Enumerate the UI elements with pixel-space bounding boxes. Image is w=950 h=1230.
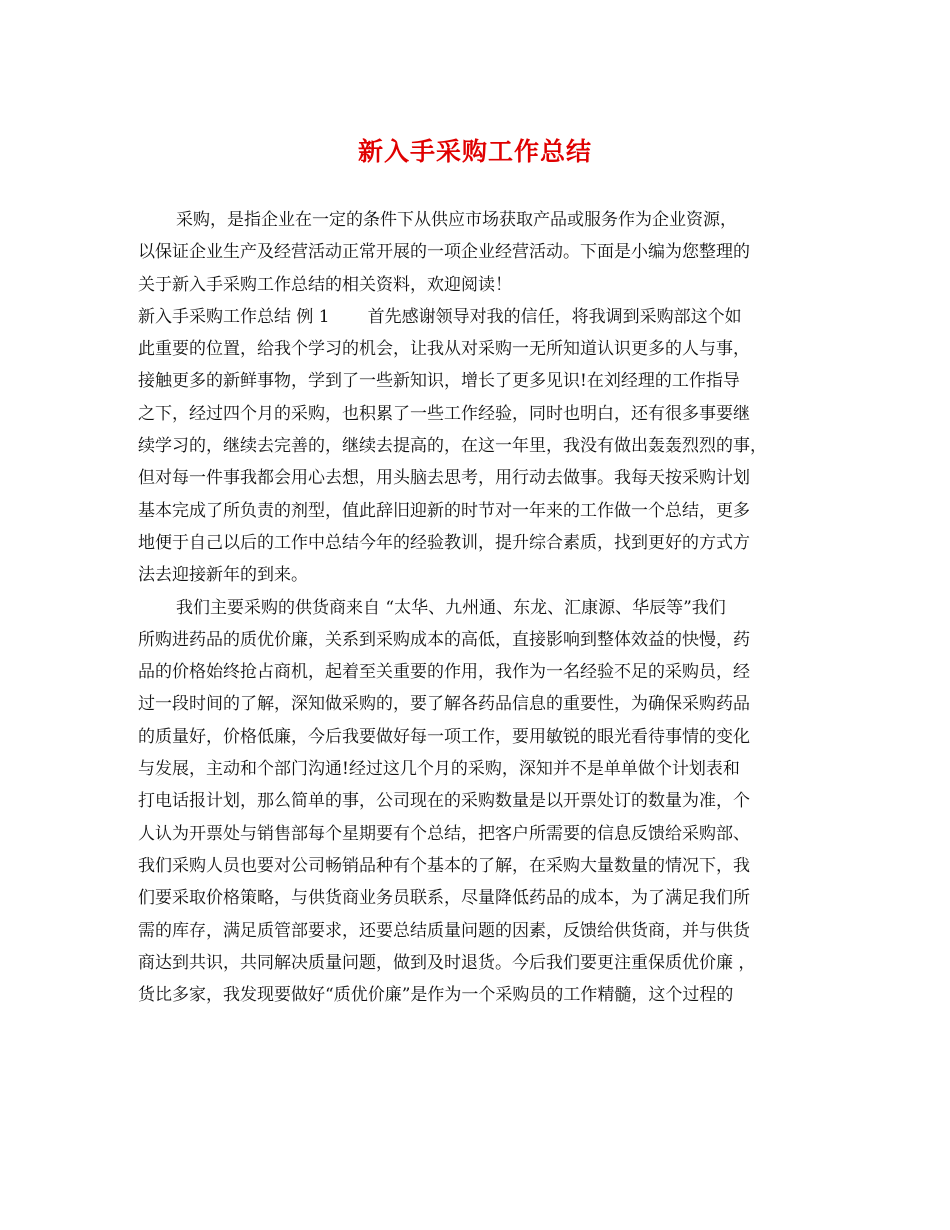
text-line: 关于新入手采购工作总结的相关资料，欢迎阅读！ xyxy=(138,274,512,295)
text-line: 但对每一件事我都会用心去想，用头脑去思考，用行动去做事。我每天按采购计划 xyxy=(138,468,750,489)
text-line: 法去迎接新年的到来。 xyxy=(138,565,308,586)
text-line: 地便于自己以后的工作中总结今年的经验教训，提升综合素质，找到更好的方式方 xyxy=(138,532,750,553)
text-line: 打电话报计划，那么简单的事，公司现在的采购数量是以开票处订的数量为准，个 xyxy=(138,791,750,812)
text-line: 们要采取价格策略，与供货商业务员联系，尽量降低药品的成本，为了满足我们所 xyxy=(138,888,750,909)
text-line: 接触更多的新鲜事物，学到了一些新知识，增长了更多见识!在刘经理的工作指导 xyxy=(138,371,740,392)
document-body xyxy=(138,204,828,1011)
text-line: 采购，是指企业在一定的条件下从供应市场获取产品或服务作为企业资源， xyxy=(176,210,737,230)
text-line: 人认为开票处与销售部每个星期要有个总结，把客户所需要的信息反馈给采购部、 xyxy=(138,823,750,844)
text-line: 货比多家，我发现要做好“质优价廉”是作为一个采购员的工作精髓，这个过程的 xyxy=(138,985,734,1006)
text-line: 之下，经过四个月的采购，也积累了一些工作经验，同时也明白，还有很多事要继 xyxy=(138,403,750,424)
text-line: 以保证企业生产及经营活动正常开展的一项企业经营活动。下面是小编为您整理的 xyxy=(138,242,750,263)
text-line: 需的库存，满足质管部要求，还要总结质量问题的因素，反馈给供货商，并与供货 xyxy=(138,920,750,941)
text-line: 品的价格始终抢占商机，起着至关重要的作用，我作为一名经验不足的采购员，经 xyxy=(138,662,750,683)
text-line: 我们采购人员也要对公司畅销品种有个基本的了解，在采购大量数量的情况下，我 xyxy=(138,855,750,876)
document-title: 新入手采购工作总结 xyxy=(357,137,592,166)
text-line: 基本完成了所负责的剂型，值此辞旧迎新的时节对一年来的工作做一个总结，更多 xyxy=(138,500,750,521)
text-line: 商达到共识，共同解决质量问题，做到及时退货。今后我们要更注重保质优价廉 ， xyxy=(138,952,756,973)
text-line: 所购进药品的质优价廉，关系到采购成本的高低，直接影响到整体效益的快慢，药 xyxy=(138,629,750,650)
text-line: 与发展，主动和个部门沟通!经过这几个月的采购，深知并不是单单做个计划表和 xyxy=(138,759,740,780)
text-line: 过一段时间的了解，深知做采购的，要了解各药品信息的重要性，为确保采购药品 xyxy=(138,694,750,715)
text-line: 续学习的，继续去完善的，继续去提高的，在这一年里，我没有做出轰轰烈烈的事， xyxy=(138,436,767,457)
text-line: 我们主要采购的供货商来自 “太华、九州通、东龙、汇康源、华辰等”我们 xyxy=(176,597,726,618)
text-segment: 首先感谢领导对我的信任，将我调到采购部这个如 xyxy=(367,306,742,327)
text-line: 此重要的位置，给我个学习的机会，让我从对采购一无所知道认识更多的人与事， xyxy=(138,339,750,360)
text-line-with-heading xyxy=(138,301,828,333)
text-line: 的质量好，价格低廉，今后我要做好每一项工作，要用敏锐的眼光看待事情的变化 xyxy=(138,726,750,747)
section-heading: 新入手采购工作总结 例 1 xyxy=(138,306,330,327)
